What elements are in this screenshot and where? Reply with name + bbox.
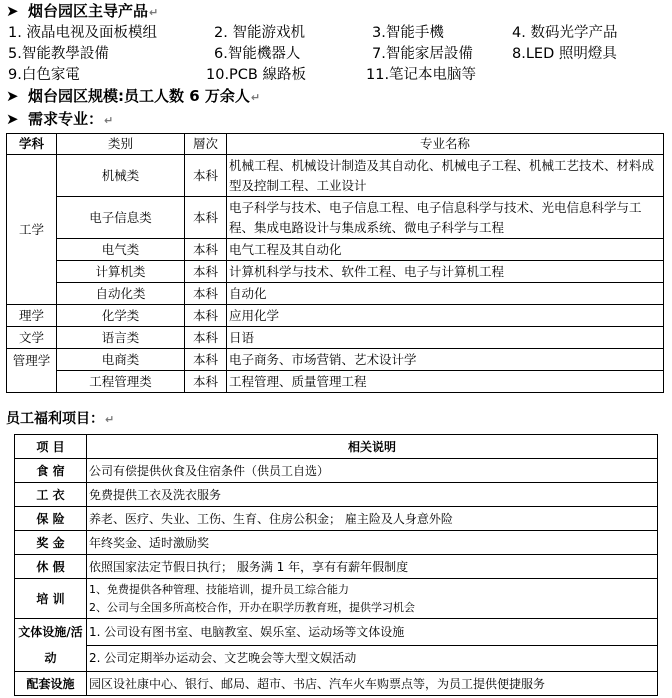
category-cell: 语言类 — [57, 327, 185, 349]
header-major-name: 专业名称 — [227, 134, 664, 155]
table-row — [7, 283, 664, 305]
product-item: 2. 智能游戏机 — [214, 25, 305, 41]
benefit-item: 工 衣 — [15, 483, 87, 507]
majors-cell: 电子科学与技术、电子信息工程、电子信息科学与技术、光电信息科学与工程、集成电路设计与集成系统、微电子科学与工程 — [227, 197, 664, 239]
majors-cell: 自动化 — [227, 283, 664, 305]
benefit-desc: 年终奖金、适时激励奖 — [87, 531, 658, 555]
benefit-item: 培 训 — [15, 579, 87, 619]
benefit-item: 休 假 — [15, 555, 87, 579]
benefit-desc-line: 2、公司与全国多所高校合作，开办在职学历教育班，提供学习机会 — [89, 600, 415, 614]
product-item: 4. 数码光学产品 — [512, 25, 618, 41]
benefit-desc: 公司有偿提供伙食及住宿条件（供员工自选） — [87, 459, 658, 483]
category-cell: 工程管理类 — [57, 371, 185, 393]
table-row — [15, 531, 658, 555]
level-cell: 本科 — [185, 261, 227, 283]
benefit-item: 配套设施 — [15, 672, 87, 696]
section-benefits-title: 员工福利项目：↵ — [6, 411, 115, 427]
table-row — [15, 459, 658, 483]
product-item: 1. 液晶电视及面板模组 — [8, 25, 157, 41]
section-majors-title: ➤ 需求专业：↵ — [0, 108, 113, 129]
level-cell: 本科 — [185, 155, 227, 197]
table-row — [7, 197, 664, 239]
category-cell: 化学类 — [57, 305, 185, 327]
benefit-item: 保 险 — [15, 507, 87, 531]
category-cell: 电子信息类 — [57, 197, 185, 239]
header-discipline: 学科 — [7, 134, 57, 155]
header-item: 项 目 — [15, 435, 87, 459]
level-cell: 本科 — [185, 371, 227, 393]
level-cell: 本科 — [185, 349, 227, 371]
arrow-bullet-icon: ➤ — [6, 110, 19, 128]
benefit-desc: 养老、医疗、失业、工伤、生育、住房公积金； 雇主险及人身意外险 — [87, 507, 658, 531]
level-cell: 本科 — [185, 239, 227, 261]
product-item: 3.智能手機 — [372, 25, 444, 41]
benefit-item: 文体设施/活动 — [15, 619, 87, 672]
majors-cell: 日语 — [227, 327, 664, 349]
benefit-desc-line: 1. 公司设有图书室、电脑教室、娱乐室、运动场等文体设施 — [87, 619, 658, 646]
majors-cell: 应用化学 — [227, 305, 664, 327]
header-category: 类别 — [57, 134, 185, 155]
table-row — [7, 155, 664, 197]
benefit-item: 食 宿 — [15, 459, 87, 483]
table-row — [15, 555, 658, 579]
table-header-row — [15, 435, 658, 459]
discipline-cell: 工学 — [7, 155, 57, 305]
discipline-cell: 文学 — [7, 327, 57, 349]
table-row — [7, 261, 664, 283]
product-item: 11.笔记本电脑等 — [366, 67, 477, 83]
table-row — [15, 483, 658, 507]
category-cell: 机械类 — [57, 155, 185, 197]
product-item: 6.智能機器人 — [214, 46, 301, 62]
product-item: 5.智能教學設備 — [8, 46, 109, 62]
level-cell: 本科 — [185, 327, 227, 349]
table-row — [15, 672, 658, 696]
benefit-desc-line: 2. 公司定期举办运动会、文艺晚会等大型文娱活动 — [87, 645, 658, 672]
benefit-desc: 园区设社康中心、银行、邮局、超市、书店、汽车火车购票点等，为员工提供便捷服务 — [87, 672, 658, 696]
section-products-title: ➤ 烟台园区主导产品↵ — [0, 0, 158, 21]
category-cell: 自动化类 — [57, 283, 185, 305]
table-row — [7, 349, 664, 371]
majors-cell: 电气工程及其自动化 — [227, 239, 664, 261]
table-row — [15, 579, 658, 619]
category-cell: 计算机类 — [57, 261, 185, 283]
section-scale-title: ➤ 烟台园区规模:员工人数 6 万余人↵ — [0, 85, 260, 106]
majors-cell: 工程管理、质量管理工程 — [227, 371, 664, 393]
header-level: 層次 — [185, 134, 227, 155]
level-cell: 本科 — [185, 305, 227, 327]
benefits-table — [14, 434, 658, 696]
discipline-cell: 管理学 — [7, 349, 57, 393]
majors-cell: 电子商务、市场营销、艺术设计学 — [227, 349, 664, 371]
benefit-desc — [87, 579, 658, 619]
majors-cell: 计算机科学与技术、软件工程、电子与计算机工程 — [227, 261, 664, 283]
table-row — [15, 507, 658, 531]
table-row — [15, 645, 658, 672]
product-item: 9.白色家電 — [8, 67, 80, 83]
benefit-desc: 免费提供工衣及洗衣服务 — [87, 483, 658, 507]
benefit-desc: 依照国家法定节假日执行； 服务满 1 年，享有有薪年假制度 — [87, 555, 658, 579]
table-row — [7, 305, 664, 327]
level-cell: 本科 — [185, 197, 227, 239]
table-row — [15, 619, 658, 646]
arrow-bullet-icon: ➤ — [6, 87, 19, 105]
benefit-item: 奖 金 — [15, 531, 87, 555]
table-row — [7, 239, 664, 261]
arrow-bullet-icon: ➤ — [6, 2, 19, 20]
category-cell: 电商类 — [57, 349, 185, 371]
majors-cell: 机械工程、机械设计制造及其自动化、机械电子工程、机械工艺技术、材料成型及控制工程、工业设计 — [227, 155, 664, 197]
product-item: 7.智能家居設備 — [372, 46, 473, 62]
majors-table — [6, 133, 664, 393]
table-row — [7, 371, 664, 393]
product-item: 10.PCB 線路板 — [206, 67, 306, 83]
table-header-row — [7, 134, 664, 155]
category-cell: 电气类 — [57, 239, 185, 261]
discipline-cell: 理学 — [7, 305, 57, 327]
level-cell: 本科 — [185, 283, 227, 305]
benefit-desc-line: 1、免费提供各种管理、技能培训，提升员工综合能力 — [89, 582, 349, 596]
header-description: 相关说明 — [87, 435, 658, 459]
product-item: 8.LED 照明燈具 — [512, 46, 617, 62]
table-row — [7, 327, 664, 349]
